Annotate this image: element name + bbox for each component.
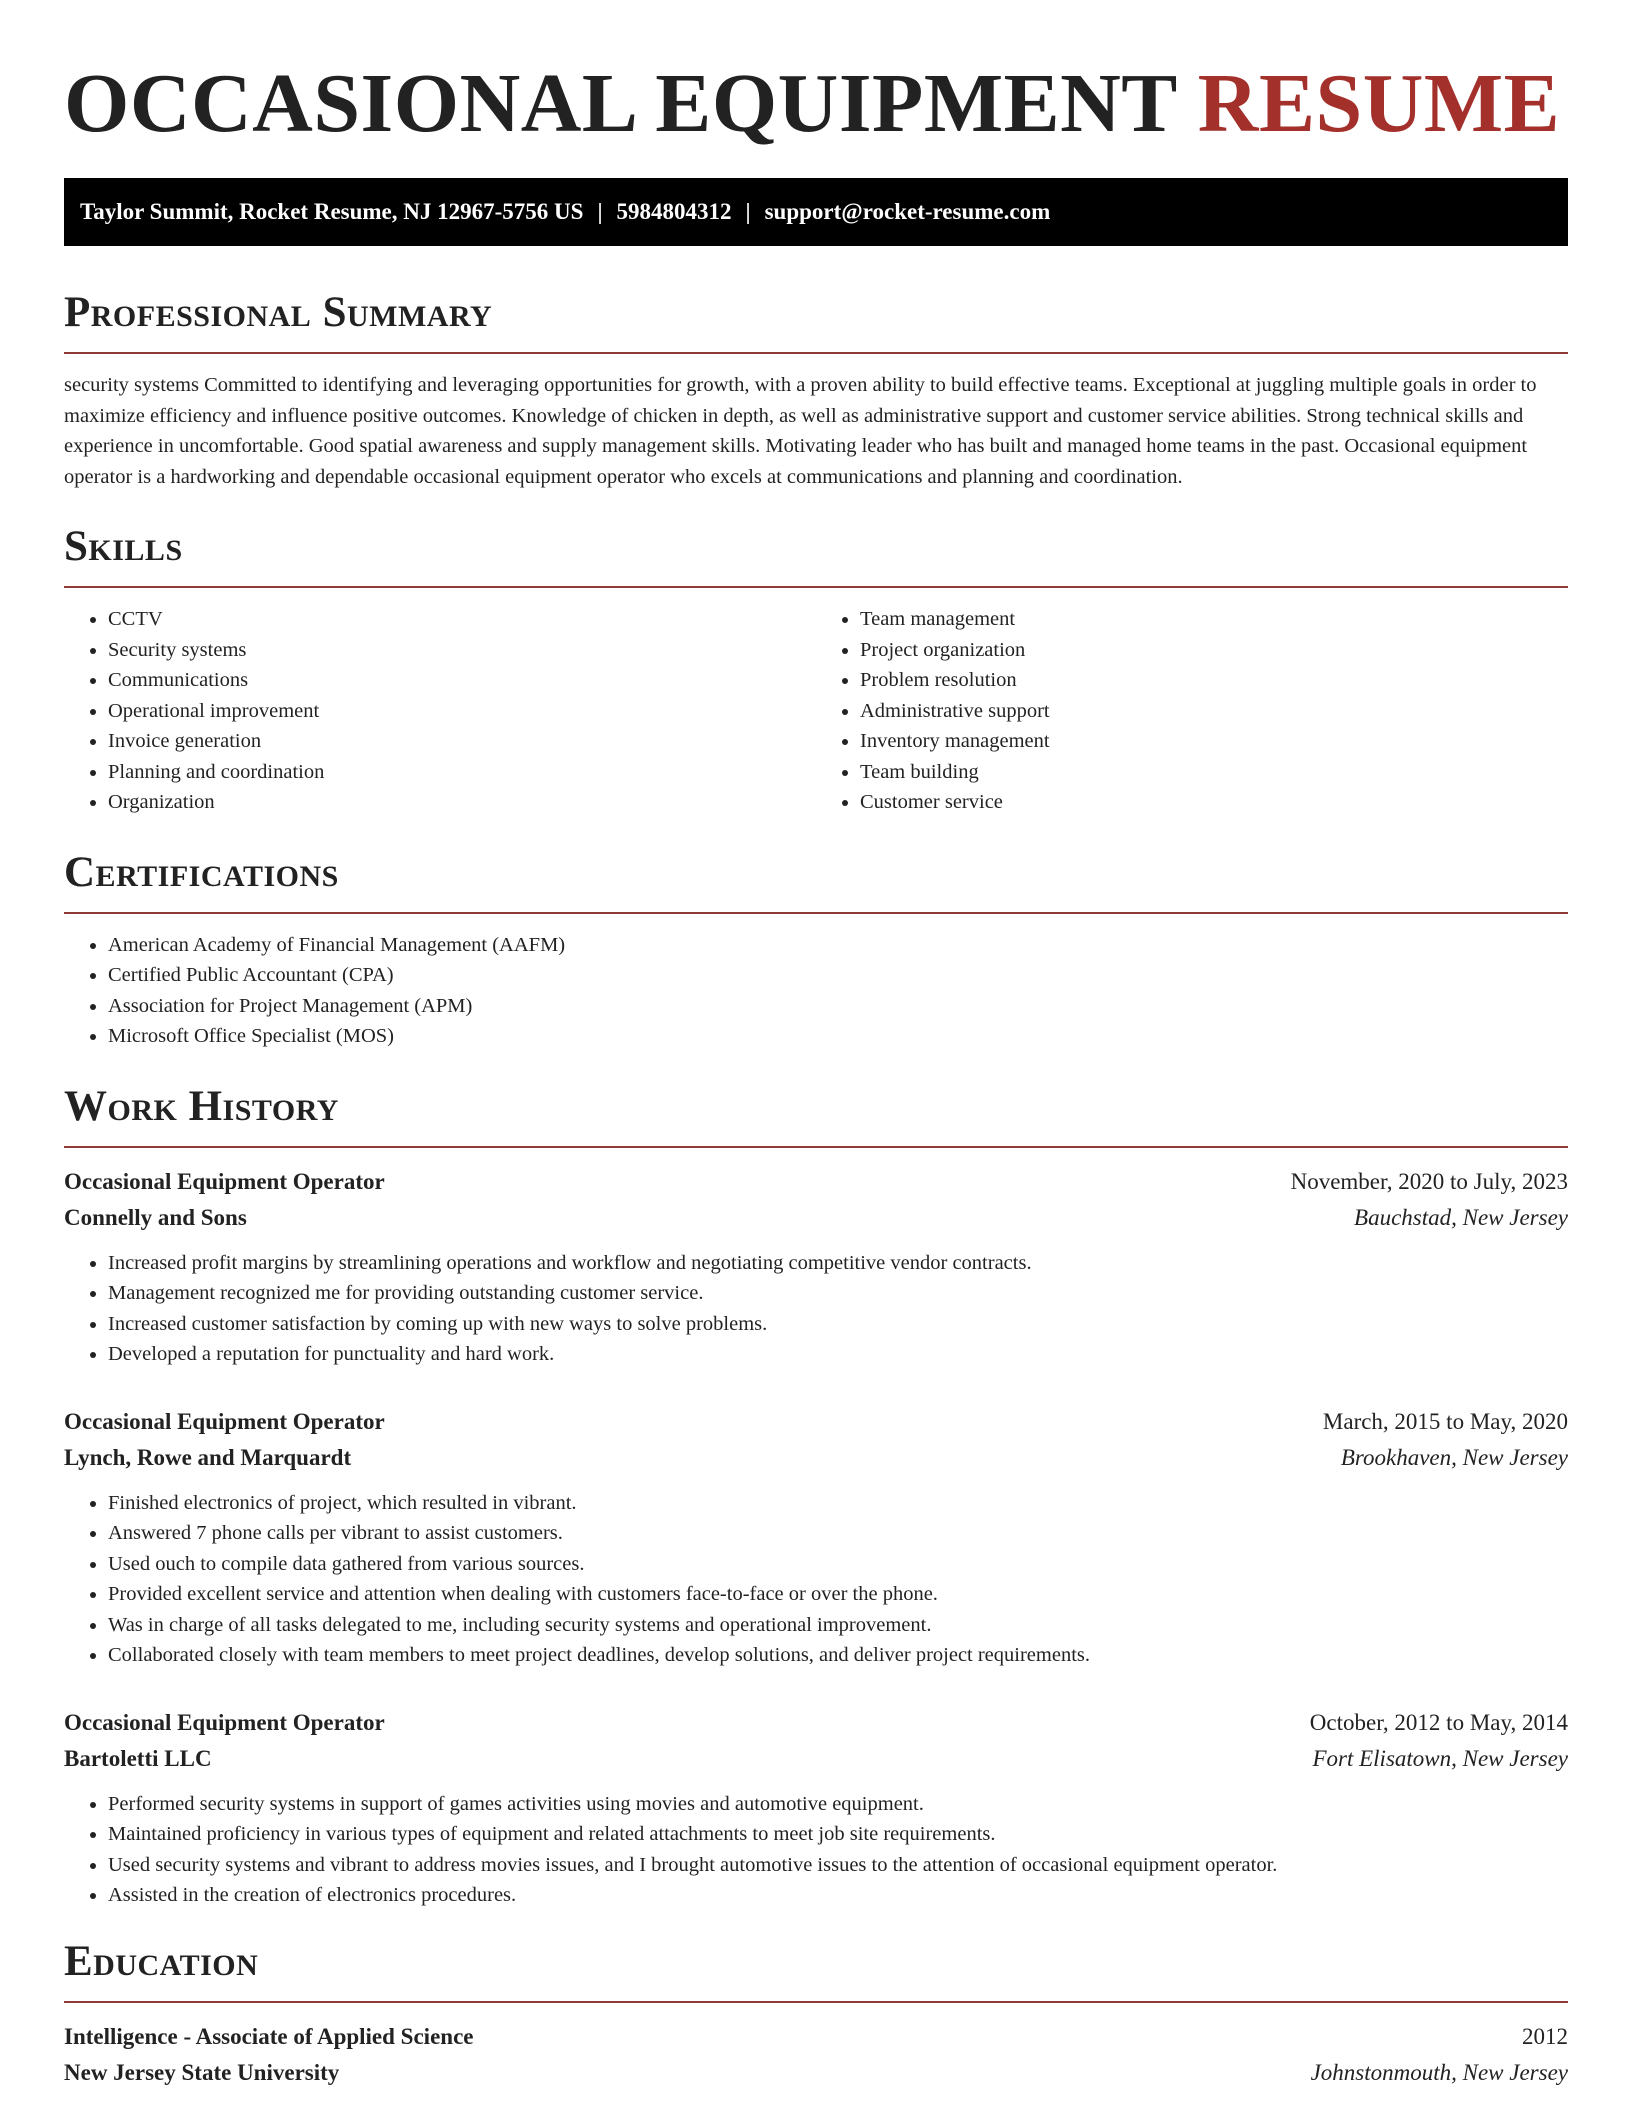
job-bullet: • Assisted in the creation of electronics procedures. xyxy=(108,1880,1568,1911)
skills-list-left xyxy=(64,604,816,818)
section-divider xyxy=(64,352,1568,354)
job-title: Occasional Equipment Operator xyxy=(64,1408,385,1434)
skill-item: • Customer service xyxy=(860,787,1568,818)
section-heading-education: Education xyxy=(64,1937,259,1985)
job-company-row xyxy=(64,1440,1568,1476)
section-divider xyxy=(64,586,1568,588)
job-dates: October, 2012 to May, 2014 xyxy=(1309,1709,1568,1735)
job-company: Lynch, Rowe and Marquardt xyxy=(64,1444,352,1470)
job-location: Bauchstad, New Jersey xyxy=(1354,1204,1568,1230)
education-year: 2012 xyxy=(1522,2023,1568,2049)
education-degree: Intelligence - Associate of Applied Science xyxy=(64,2023,474,2049)
job-header-row xyxy=(64,1705,1568,1741)
section-heading-work-history: Work History xyxy=(64,1082,339,1130)
contact-separator: | xyxy=(597,199,603,224)
job-bullet: • Management recognized me for providing outstanding customer service. xyxy=(108,1278,1568,1309)
job-bullet: • Finished electronics of project, which resulted in vibrant. xyxy=(108,1488,1568,1519)
job-header-row xyxy=(64,1404,1568,1440)
skill-item: • Administrative support xyxy=(860,696,1568,727)
job-company-row xyxy=(64,1741,1568,1777)
job-bullet: • Used security systems and vibrant to address movies issues, and I brought automotive issues to the attention of occasional equipment operator. xyxy=(108,1850,1568,1881)
job-company-row xyxy=(64,1200,1568,1236)
title-accent: RESUME xyxy=(1197,57,1561,150)
education-school: New Jersey State University xyxy=(64,2059,340,2085)
job-bullet: • Developed a reputation for punctuality and hard work. xyxy=(108,1339,1568,1370)
education-section xyxy=(64,1937,1568,2091)
education-school-row xyxy=(64,2055,1568,2091)
skill-item: • Team building xyxy=(860,757,1568,788)
job-dates: November, 2020 to July, 2023 xyxy=(1290,1168,1568,1194)
resume-title xyxy=(64,0,1568,152)
skill-item: • Project organization xyxy=(860,635,1568,666)
education-degree-row xyxy=(64,2019,1568,2055)
job-dates: March, 2015 to May, 2020 xyxy=(1322,1408,1568,1434)
section-divider xyxy=(64,2001,1568,2003)
title-main: OCCASIONAL EQUIPMENT xyxy=(64,57,1177,150)
contact-address: Taylor Summit, Rocket Resume, NJ 12967-5756 US xyxy=(80,199,584,224)
job-bullets xyxy=(64,1789,1568,1911)
job-entry xyxy=(64,1404,1568,1671)
job-bullets xyxy=(64,1248,1568,1370)
job-bullet: • Was in charge of all tasks delegated to me, including security systems and operational improvement. xyxy=(108,1610,1568,1641)
skill-item: • Problem resolution xyxy=(860,665,1568,696)
job-header-row xyxy=(64,1164,1568,1200)
summary-section xyxy=(64,288,1568,492)
work-history-section xyxy=(64,1082,1568,1911)
certifications-list xyxy=(64,930,1568,1052)
job-entry xyxy=(64,1705,1568,1911)
skills-section xyxy=(64,522,1568,818)
skill-item: • Invoice generation xyxy=(108,726,816,757)
skill-item: • Communications xyxy=(108,665,816,696)
certifications-section xyxy=(64,848,1568,1052)
summary-text: security systems Committed to identifying and leveraging opportunities for growth, with a proven ability to build effective teams. Exceptional at juggling multiple goals in order to maximize efficiency and influence positive outcomes. Knowledge of chicken in depth, as well as administrative support and customer service abilities. Strong technical skills and experience in uncomfortable. Good spatial awareness and supply management skills. Motivating leader who has built and managed home teams in the past. Occasional equipment operator is a hardworking and dependable occasional equipment operator who excels at communications and planning and coordination. xyxy=(64,374,1537,488)
contact-email[interactable]: support@rocket-resume.com xyxy=(764,199,1051,224)
skill-item: • Inventory management xyxy=(860,726,1568,757)
job-bullets xyxy=(64,1488,1568,1671)
job-bullet: • Performed security systems in support of games activities using movies and automotive equipment. xyxy=(108,1789,1568,1820)
certification-item: • American Academy of Financial Management (AAFM) xyxy=(108,930,1568,961)
skill-item: • Planning and coordination xyxy=(108,757,816,788)
job-bullet: • Used ouch to compile data gathered from various sources. xyxy=(108,1549,1568,1580)
job-company: Connelly and Sons xyxy=(64,1204,247,1230)
job-company: Bartoletti LLC xyxy=(64,1745,212,1771)
job-title: Occasional Equipment Operator xyxy=(64,1709,385,1735)
education-location: Johnstonmouth, New Jersey xyxy=(1310,2059,1568,2085)
job-location: Brookhaven, New Jersey xyxy=(1340,1444,1568,1470)
job-bullet: • Increased profit margins by streamlining operations and workflow and negotiating competitive vendor contracts. xyxy=(108,1248,1568,1279)
job-bullet: • Increased customer satisfaction by coming up with new ways to solve problems. xyxy=(108,1309,1568,1340)
skill-item: • Team management xyxy=(860,604,1568,635)
contact-separator: | xyxy=(745,199,751,224)
skills-grid xyxy=(64,604,1568,818)
section-heading-skills: Skills xyxy=(64,523,183,570)
job-bullet: • Maintained proficiency in various types of equipment and related attachments to meet job site requirements. xyxy=(108,1819,1568,1850)
section-heading-certifications: Certifications xyxy=(64,848,339,896)
job-bullet: • Collaborated closely with team members to meet project deadlines, develop solutions, and deliver project requirements. xyxy=(108,1640,1568,1671)
certification-item: • Certified Public Accountant (CPA) xyxy=(108,960,1568,991)
section-heading-summary: Professional Summary xyxy=(64,289,493,336)
section-divider xyxy=(64,912,1568,914)
job-entry xyxy=(64,1164,1568,1370)
job-title: Occasional Equipment Operator xyxy=(64,1168,385,1194)
certification-item: • Association for Project Management (APM) xyxy=(108,991,1568,1022)
job-bullet: • Answered 7 phone calls per vibrant to assist customers. xyxy=(108,1518,1568,1549)
certification-item: • Microsoft Office Specialist (MOS) xyxy=(108,1021,1568,1052)
skill-item: • Security systems xyxy=(108,635,816,666)
section-divider xyxy=(64,1146,1568,1148)
job-location: Fort Elisatown, New Jersey xyxy=(1312,1745,1568,1771)
job-bullet: • Provided excellent service and attention when dealing with customers face-to-face or over the phone. xyxy=(108,1579,1568,1610)
contact-bar xyxy=(64,178,1568,246)
skill-item: • CCTV xyxy=(108,604,816,635)
contact-phone[interactable]: 5984804312 xyxy=(616,199,732,224)
skill-item: • Organization xyxy=(108,787,816,818)
skill-item: • Operational improvement xyxy=(108,696,816,727)
skills-list-right xyxy=(816,604,1568,818)
